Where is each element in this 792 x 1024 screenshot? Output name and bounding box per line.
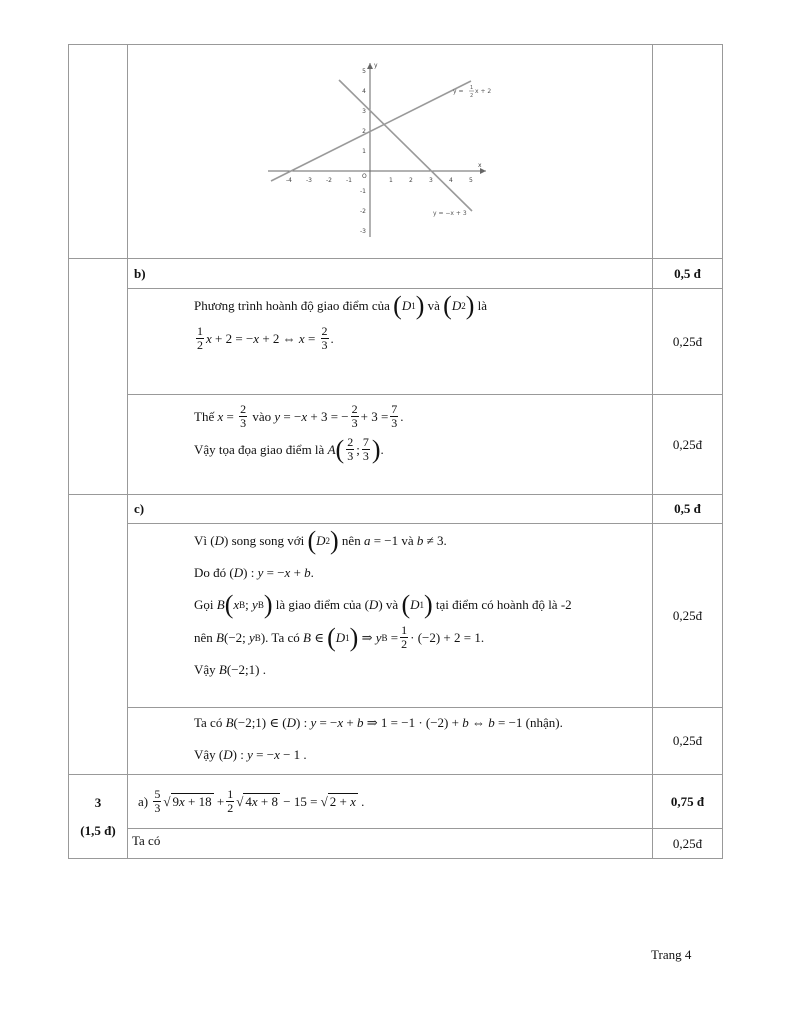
graph-left-cell: [69, 45, 128, 259]
y-tick: 3: [362, 108, 366, 115]
graph-cell: [128, 45, 653, 259]
b-step2-score: 0,25đ: [653, 395, 723, 495]
x-tick: 5: [469, 177, 473, 184]
x-axis-label: x: [478, 162, 482, 169]
c-l6-b: (nhận).: [525, 715, 563, 730]
x-ticks: [286, 177, 473, 184]
q3-ta-co-score: 0,25đ: [653, 829, 723, 859]
y-tick: 1: [362, 148, 366, 155]
q3-ta-co: Ta có: [128, 829, 653, 859]
line-d2: [339, 80, 472, 211]
part-b-step2: Thế x = $\frac{2}{3}$ vào y = − x + 3 = − $\frac{2}{3}$ + 3 = $\frac{7}{3}$ . Vậy tọa đọa giao điểm là A ( $\frac{2}{3}$ ; $\frac{7}{3}$ ) .: [128, 395, 653, 495]
graph-score-cell: [653, 45, 723, 259]
b-step1-score: 0,25đ: [653, 289, 723, 395]
b-is: là: [477, 298, 488, 313]
x-tick: -2: [326, 177, 332, 184]
origin-label: O: [362, 173, 367, 180]
c-l3-c: và: [385, 597, 399, 612]
q3-cell: [69, 775, 128, 859]
part-c-step1: Vì ( D ) song song với ( D 2 ) nên a = −1 và b ≠ 3. Do đó ( D ) : y = − x + b . Gọi B ( x B ; y B ) là giao điểm của ( D ) và ( D 1 ) tại điểm có hoành độ là -2 nên B (−2; y B ) . Ta có B ∈ ( D 1 ) ⇒ y B = $\frac{1}{2}$ · (−2) + 2 = 1. Vậy B (−2;1) .: [128, 524, 653, 708]
b-vao: vào: [252, 408, 272, 424]
y-axis-label: y: [374, 62, 378, 69]
part-b-score: 0,5 đ: [653, 259, 723, 289]
y-tick: -1: [360, 188, 366, 195]
line-d1: [271, 81, 474, 181]
q3a-score: 0,75 đ: [653, 775, 723, 829]
graph: [128, 45, 652, 254]
c-l1-b: song song với: [231, 533, 305, 548]
y-ticks: [360, 68, 366, 235]
x-tick: 4: [449, 177, 453, 184]
c-l3-b: là giao điểm của: [275, 597, 362, 612]
part-c-label: c): [128, 495, 653, 524]
b-equation-1: $\frac{1}{2}$ x + 2 = − x + 2 ⇔ x = $\frac{2}{3}$ .: [197, 324, 334, 352]
part-c-score: 0,5 đ: [653, 495, 723, 524]
q3-number: 3: [94, 795, 102, 810]
c-step2-score: 0,25đ: [653, 708, 723, 775]
q2-left-cell: [69, 259, 128, 495]
part-b-step1: Phương trình hoành độ giao điểm của ( D 1 ) và ( D 2 ) là $\frac{1}{2}$ x + 2 = − x + 2 ⇔ x = $\frac{2}{3}$ .: [128, 289, 653, 395]
y-tick: 4: [362, 88, 366, 95]
line-d1-label-y: y =: [453, 88, 464, 95]
x-tick: 1: [389, 177, 393, 184]
c-l6-a: Ta có: [194, 715, 223, 730]
x-tick: 3: [429, 177, 433, 184]
line-d1-label-den: 2: [470, 93, 474, 99]
line-d1-label-num: 1: [470, 85, 474, 91]
answer-table: [68, 44, 723, 859]
page-footer: Trang 4: [651, 947, 692, 962]
q3a-statement: a) $\frac{5}{3}$ √ 9x + 18 + $\frac{1}{2}$ √ 4x + 8 − 15 = √ 2 + x .: [128, 775, 653, 829]
q3a-label: a): [138, 793, 149, 809]
c-l4-a: nên: [194, 629, 213, 645]
y-tick: -2: [360, 208, 366, 215]
y-tick: 2: [362, 128, 366, 135]
part-c-step2: Ta có B (−2;1) ∈ ( D ) : y = − x + b ⇒ 1 = −1 · (−2) + b ⇔ b = −1 (nhận). Vậy ( D ) : y = − x − 1 .: [128, 708, 653, 775]
x-tick: -4: [286, 177, 292, 184]
c-l2-a: Do đó: [194, 565, 227, 580]
c-l4-b: . Ta có: [265, 629, 300, 645]
c-step1-score: 0,25đ: [653, 524, 723, 708]
c-l5-a: Vậy: [194, 662, 216, 677]
c-l3-a: Gọi: [194, 597, 214, 612]
y-tick: -3: [360, 228, 366, 235]
y-tick: 5: [362, 68, 366, 75]
line-d1-label-rest: x + 2: [475, 88, 492, 95]
c-l1-d: và: [401, 533, 414, 548]
b-conclusion: Vậy tọa đọa giao điểm là: [194, 441, 325, 457]
x-tick: -3: [306, 177, 312, 184]
c-l3-d: tại điểm có hoành độ là -2: [435, 597, 572, 612]
b-step1-text: Phương trình hoành độ giao điểm của: [194, 298, 390, 313]
line-d2-label: y = −x + 3: [433, 210, 467, 217]
q3-points: (1,5 đ): [80, 823, 116, 838]
b-the: Thế: [194, 408, 215, 424]
x-tick: -1: [346, 177, 352, 184]
b-and: và: [427, 298, 440, 313]
part-b-label: b): [128, 259, 653, 289]
x-tick: 2: [409, 177, 413, 184]
c-l1-a: Vì: [194, 533, 207, 548]
c-l7-a: Vậy: [194, 747, 216, 762]
c-l1-c: nên: [341, 533, 361, 548]
q2c-left-cell: [69, 495, 128, 775]
